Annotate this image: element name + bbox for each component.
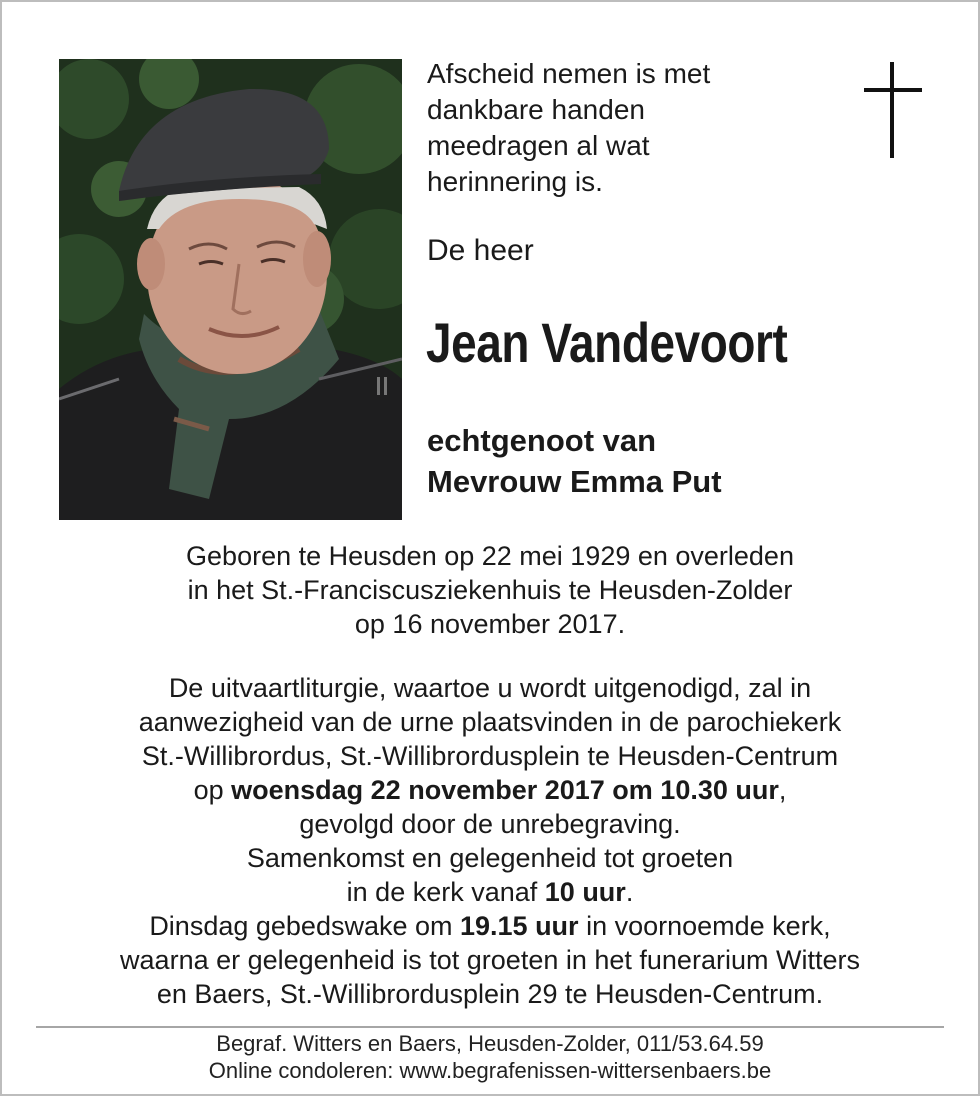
birth-death-details [30,539,950,641]
verse-line: meedragen al wat [427,130,650,161]
footer-divider [36,1026,944,1028]
portrait-photo [59,59,402,520]
funeral-line: De uitvaartliturgie, waartoe u wordt uitgenodigd, zal in [168,673,812,703]
vigil-time: 19.15 uur [460,911,579,941]
funeral-line: en Baers, St.-Willibrordusplein 29 te Heusden-Centrum. [156,979,824,1009]
spouse-name: Mevrouw Emma Put [427,464,722,499]
deceased-name: Jean Vandevoort [426,311,788,374]
text-span: . [625,877,634,907]
condolence-link[interactable]: Online condoleren: www.begrafenissen-wittersenbaers.be [208,1058,772,1083]
verse-line: dankbare handen [427,94,645,125]
funeral-details [30,671,950,1011]
memorial-verse [427,56,827,200]
funeral-line: St.-Willibrordus, St.-Willibrordusplein te Heusden-Centrum [141,741,839,771]
text-span: Dinsdag gebedswake om [149,911,460,941]
spouse-relation: echtgenoot van [427,423,657,458]
birth-death-line: in het St.-Franciscusziekenhuis te Heusden-Zolder [187,575,793,605]
funeral-line: aanwezigheid van de urne plaatsvinden in de parochiekerk [138,707,842,737]
funeral-date-line [30,773,950,807]
funeral-datetime: woensdag 22 november 2017 om 10.30 uur [231,775,779,805]
birth-death-line: op 16 november 2017. [354,609,626,639]
spouse-info [427,420,722,502]
footer [30,1030,950,1084]
funeral-line: waarna er gelegenheid is tot groeten in het funerarium Witters [120,945,860,975]
salutation: De heer [427,234,534,267]
verse-line: Afscheid nemen is met [427,58,711,89]
vigil-line [30,909,950,943]
latin-cross-icon [864,62,922,160]
text-span: op [193,775,232,805]
undertaker-info: Begraf. Witters en Baers, Heusden-Zolder, 011/53.64.59 [216,1031,764,1056]
greeting-time: 10 uur [544,877,626,907]
verse-line: herinnering is. [427,166,603,197]
greeting-time-line [30,875,950,909]
text-span: in voornoemde kerk, [578,911,831,941]
text-span: , [778,775,787,805]
text-span: in de kerk vanaf [346,877,545,907]
funeral-line: gevolgd door de unrebegraving. [299,809,681,839]
birth-death-line: Geboren te Heusden op 22 mei 1929 en overleden [186,541,794,571]
funeral-line: Samenkomst en gelegenheid tot groeten [246,843,734,873]
